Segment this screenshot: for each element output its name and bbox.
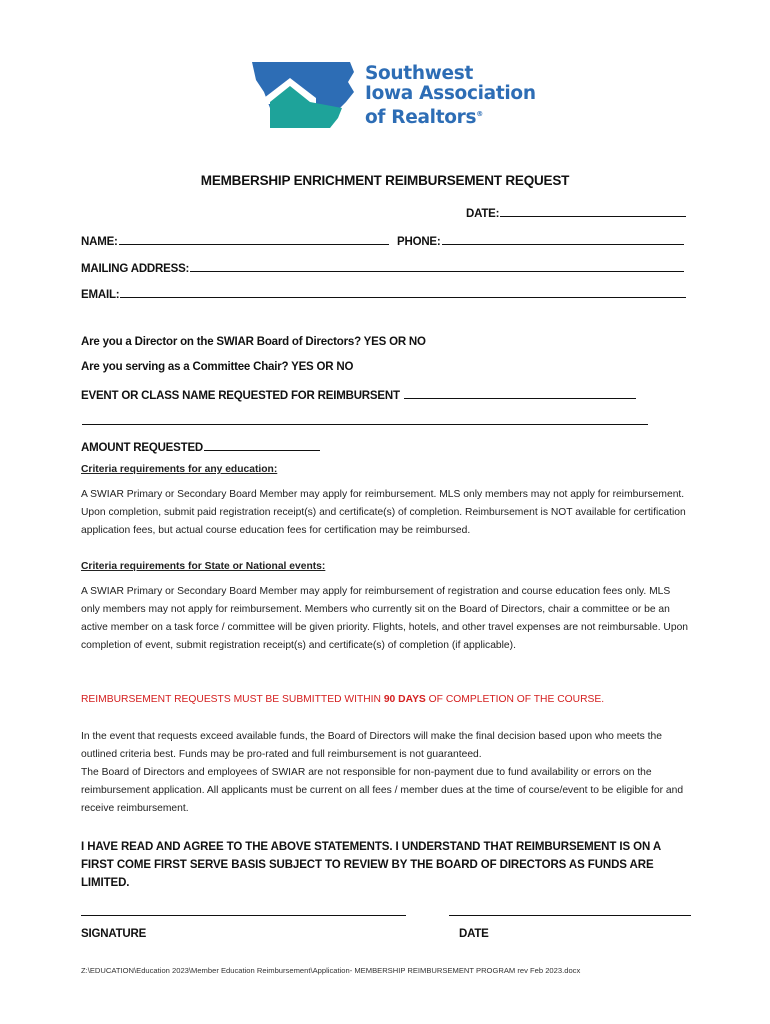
logo-line-2: Iowa Association: [365, 83, 536, 104]
signature-date-label: DATE: [459, 928, 489, 940]
email-field[interactable]: EMAIL:: [81, 286, 686, 301]
iowa-house-logo-icon: [250, 58, 360, 130]
signature-label: SIGNATURE: [81, 928, 147, 940]
committee-chair-question: Are you serving as a Committee Chair? YES OR NO: [81, 361, 354, 373]
criteria-state-heading: Criteria requirements for State or National events:: [81, 561, 326, 572]
criteria-any-text: A SWIAR Primary or Secondary Board Member may apply for reimbursement. MLS only members may not apply for reimbursement. Upon completion, submit paid registration receipt(s) and certificate(s) of completion. Reimbursement is NOT available for certification application fees, but actual course education fees for certification may be reimbursed.: [81, 489, 686, 536]
signature-line[interactable]: [81, 914, 406, 916]
funds-notice-line-2: The Board of Directors and employees of SWIAR are not responsible for non-payment due to fund availability or errors on the reimbursement application. All applicants must be current on all fees / member dues at the time of course/event to be eligible for and receive reimbursement.: [81, 767, 684, 814]
date-field[interactable]: DATE:: [466, 205, 686, 220]
signature-date-line[interactable]: [449, 914, 691, 916]
funds-notice: [81, 728, 691, 818]
phone-field[interactable]: PHONE:: [397, 233, 684, 248]
form-title: MEMBERSHIP ENRICHMENT REIMBURSEMENT REQUEST: [200, 173, 570, 188]
logo-wordmark: [365, 64, 536, 128]
amount-requested-field[interactable]: AMOUNT REQUESTED: [81, 439, 320, 454]
deadline-notice: REIMBURSEMENT REQUESTS MUST BE SUBMITTED WITHIN 90 DAYS OF COMPLETION OF THE COURSE.: [81, 694, 605, 705]
name-field[interactable]: NAME:: [81, 233, 389, 248]
agreement-statement: I HAVE READ AND AGREE TO THE ABOVE STATEMENTS. I UNDERSTAND THAT REIMBURSEMENT IS ON A FIRST COME FIRST SERVE BASIS SUBJECT TO REVIEW BY THE BOARD OF DIRECTORS AS FUNDS ARE LIMITED.: [81, 841, 661, 889]
event-name-continuation-line[interactable]: [81, 413, 648, 428]
logo-line-1: Southwest: [365, 63, 474, 84]
logo-line-3: of Realtors®: [365, 107, 483, 129]
event-name-field[interactable]: EVENT OR CLASS NAME REQUESTED FOR REIMBURSENT: [81, 387, 636, 402]
criteria-any-heading: Criteria requirements for any education:: [81, 464, 278, 475]
deadline-days: 90 DAYS: [383, 694, 426, 705]
funds-notice-line-1: In the event that requests exceed available funds, the Board of Directors will make the final decision based upon who meets the outlined criteria best. Funds may be pro-rated and full reimbursement is not guaranteed.: [81, 731, 662, 760]
swiar-logo: [250, 58, 550, 130]
file-path-footer: Z:\EDUCATION\Education 2023\Member Education Reimbursement\Application- MEMBERSHIP REIMBURSEMENT PROGRAM rev Feb 2023.docx: [81, 966, 581, 975]
criteria-state-text: A SWIAR Primary or Secondary Board Member may apply for reimbursement of registration and course education fees only. MLS only members may not apply for reimbursement. Members who currently sit on the Board of Directors, chair a committee or be an active member on a task force / committee will be given priority. Flights, hotels, and other travel expenses are not reimbursable. Upon completion of event, submit registration receipt(s) and certificate(s) of completion (if applicable).: [81, 586, 689, 651]
director-question: Are you a Director on the SWIAR Board of Directors? YES OR NO: [81, 336, 426, 348]
mailing-address-field[interactable]: MAILING ADDRESS:: [81, 260, 684, 275]
